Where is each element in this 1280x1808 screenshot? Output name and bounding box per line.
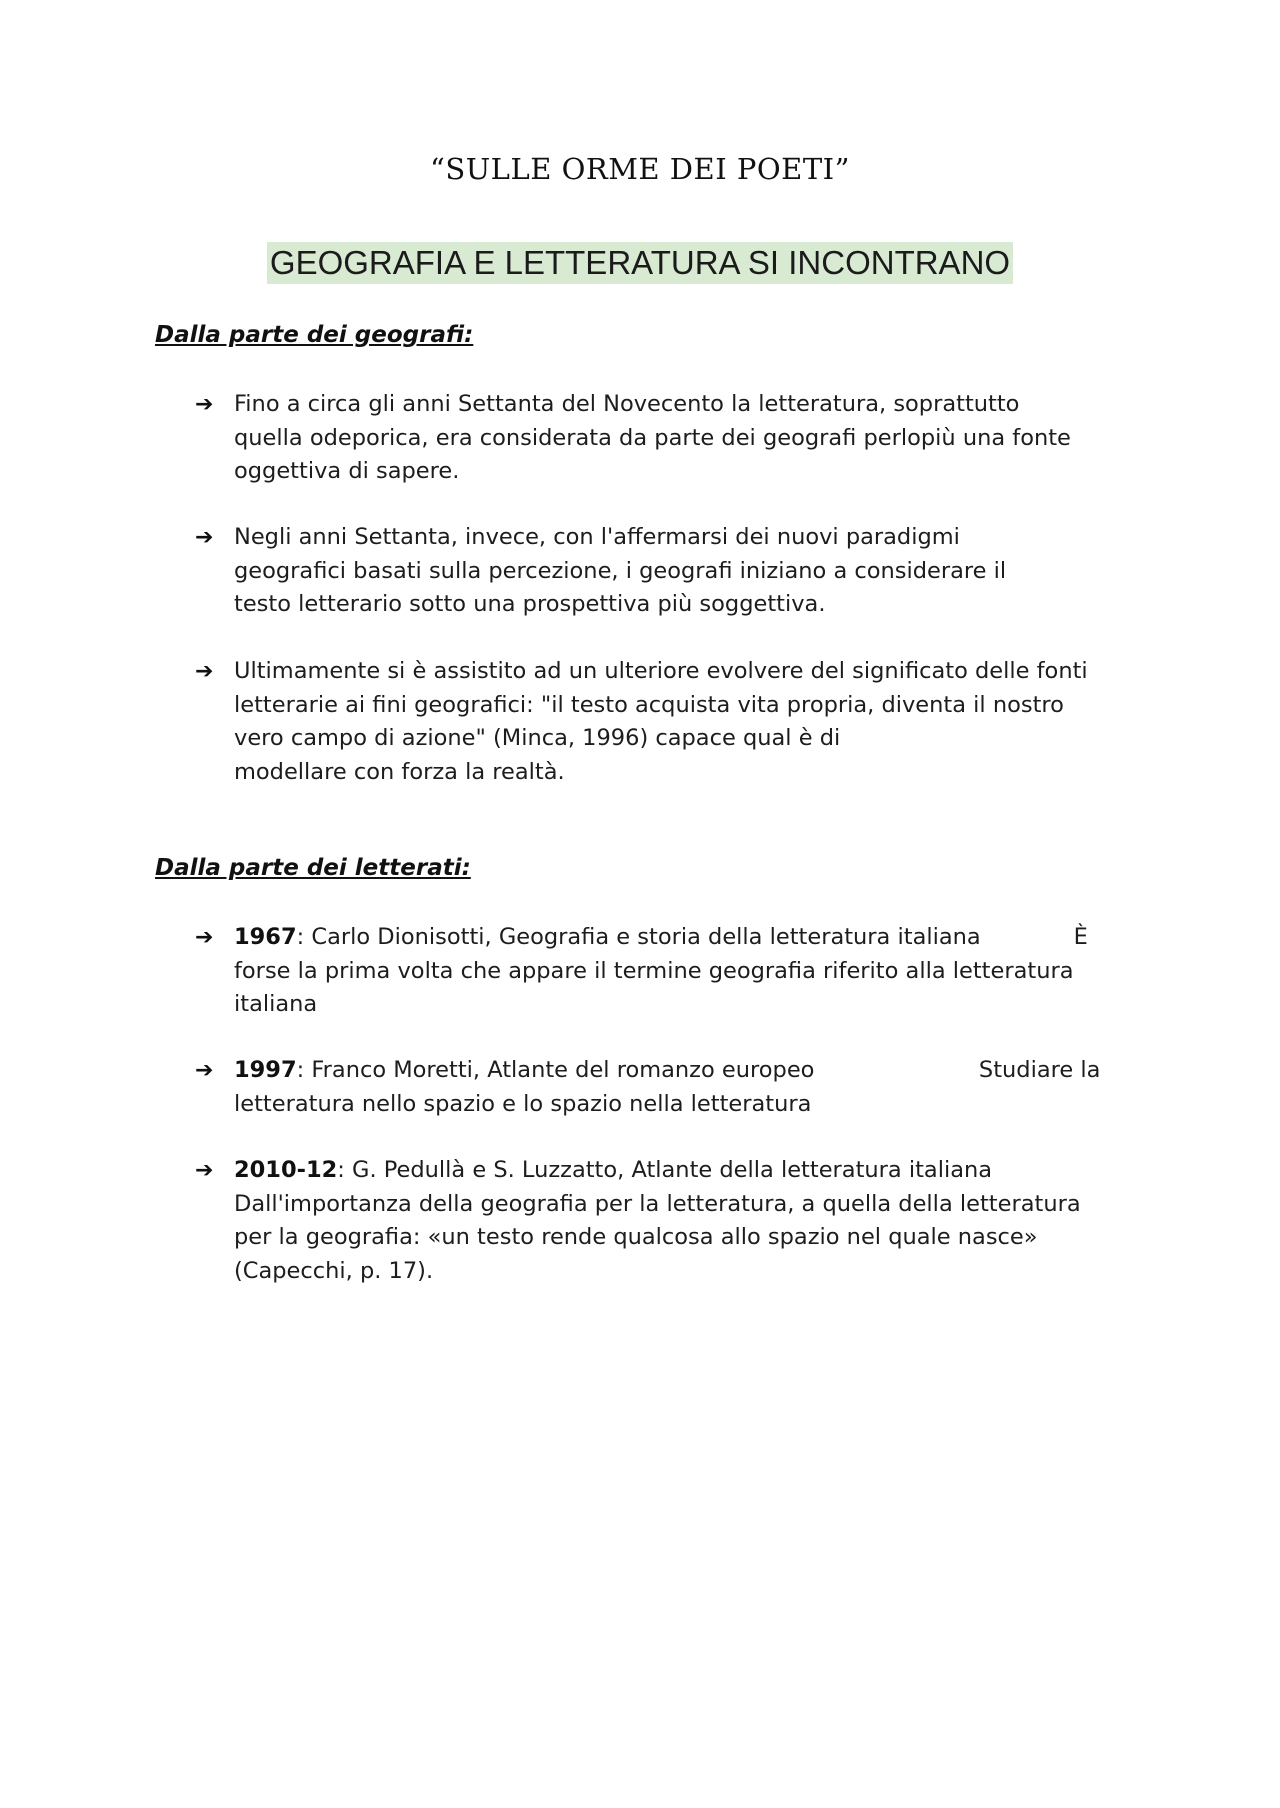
item-body: : Carlo Dionisotti, Geografia e storia della letteratura italiana È forse la prima volta che appare il termine geografia riferito alla letteratura italiana xyxy=(234,924,1088,1017)
list-item-text xyxy=(234,1054,1134,1121)
item-year: 1997 xyxy=(234,1057,297,1083)
arrow-bullet-icon: ➔ xyxy=(195,1158,214,1183)
item-year: 1967 xyxy=(234,924,297,950)
list-item-text: Fino a circa gli anni Settanta del Novecento la letteratura, soprattutto quella odeporica, era considerata da parte dei geografi perlopiù una fonte oggettiva di sapere. xyxy=(234,391,1071,484)
page-title: “SULLE ORME DEI POETI” xyxy=(430,152,850,186)
list-item-text xyxy=(234,1154,1134,1288)
section-heading-geografi: Dalla parte dei geografi: xyxy=(155,322,474,348)
arrow-bullet-icon: ➔ xyxy=(195,525,214,550)
list-item-text: Negli anni Settanta, invece, con l'affermarsi dei nuovi paradigmi geografici basati sulla percezione, i geografi iniziano a considerare il testo letterario sotto una prospettiva più soggettiva. xyxy=(234,524,1007,617)
item-body: : G. Pedullà e S. Luzzatto, Atlante della letteratura italiana Dall'importanza della geografia per la letteratura, a quella della letteratura per la geografia: «un testo rende qualcosa allo spazio nel quale nasce» (Capecchi, p. 17). xyxy=(234,1157,1081,1284)
arrow-bullet-icon: ➔ xyxy=(195,925,214,950)
section-heading-letterati: Dalla parte dei letterati: xyxy=(155,855,471,881)
arrow-bullet-icon: ➔ xyxy=(195,659,214,684)
page-subtitle: GEOGRAFIA E LETTERATURA SI INCONTRANO xyxy=(267,242,1013,284)
subtitle-container xyxy=(0,242,1280,284)
arrow-bullet-icon: ➔ xyxy=(195,392,214,417)
item-body: : Franco Moretti, Atlante del romanzo europeo Studiare la letteratura nello spazio e lo spazio nella letteratura xyxy=(234,1057,1101,1117)
list-item-text xyxy=(234,921,1134,1022)
list-item-text: Ultimamente si è assistito ad un ulteriore evolvere del significato delle fonti letterarie ai fini geografici: "il testo acquista vita propria, diventa il nostro vero campo di azione" (Minca, 1996) capace qual è di modellare con forza la realtà. xyxy=(234,658,1088,785)
arrow-bullet-icon: ➔ xyxy=(195,1058,214,1083)
item-year: 2010-12 xyxy=(234,1157,338,1183)
